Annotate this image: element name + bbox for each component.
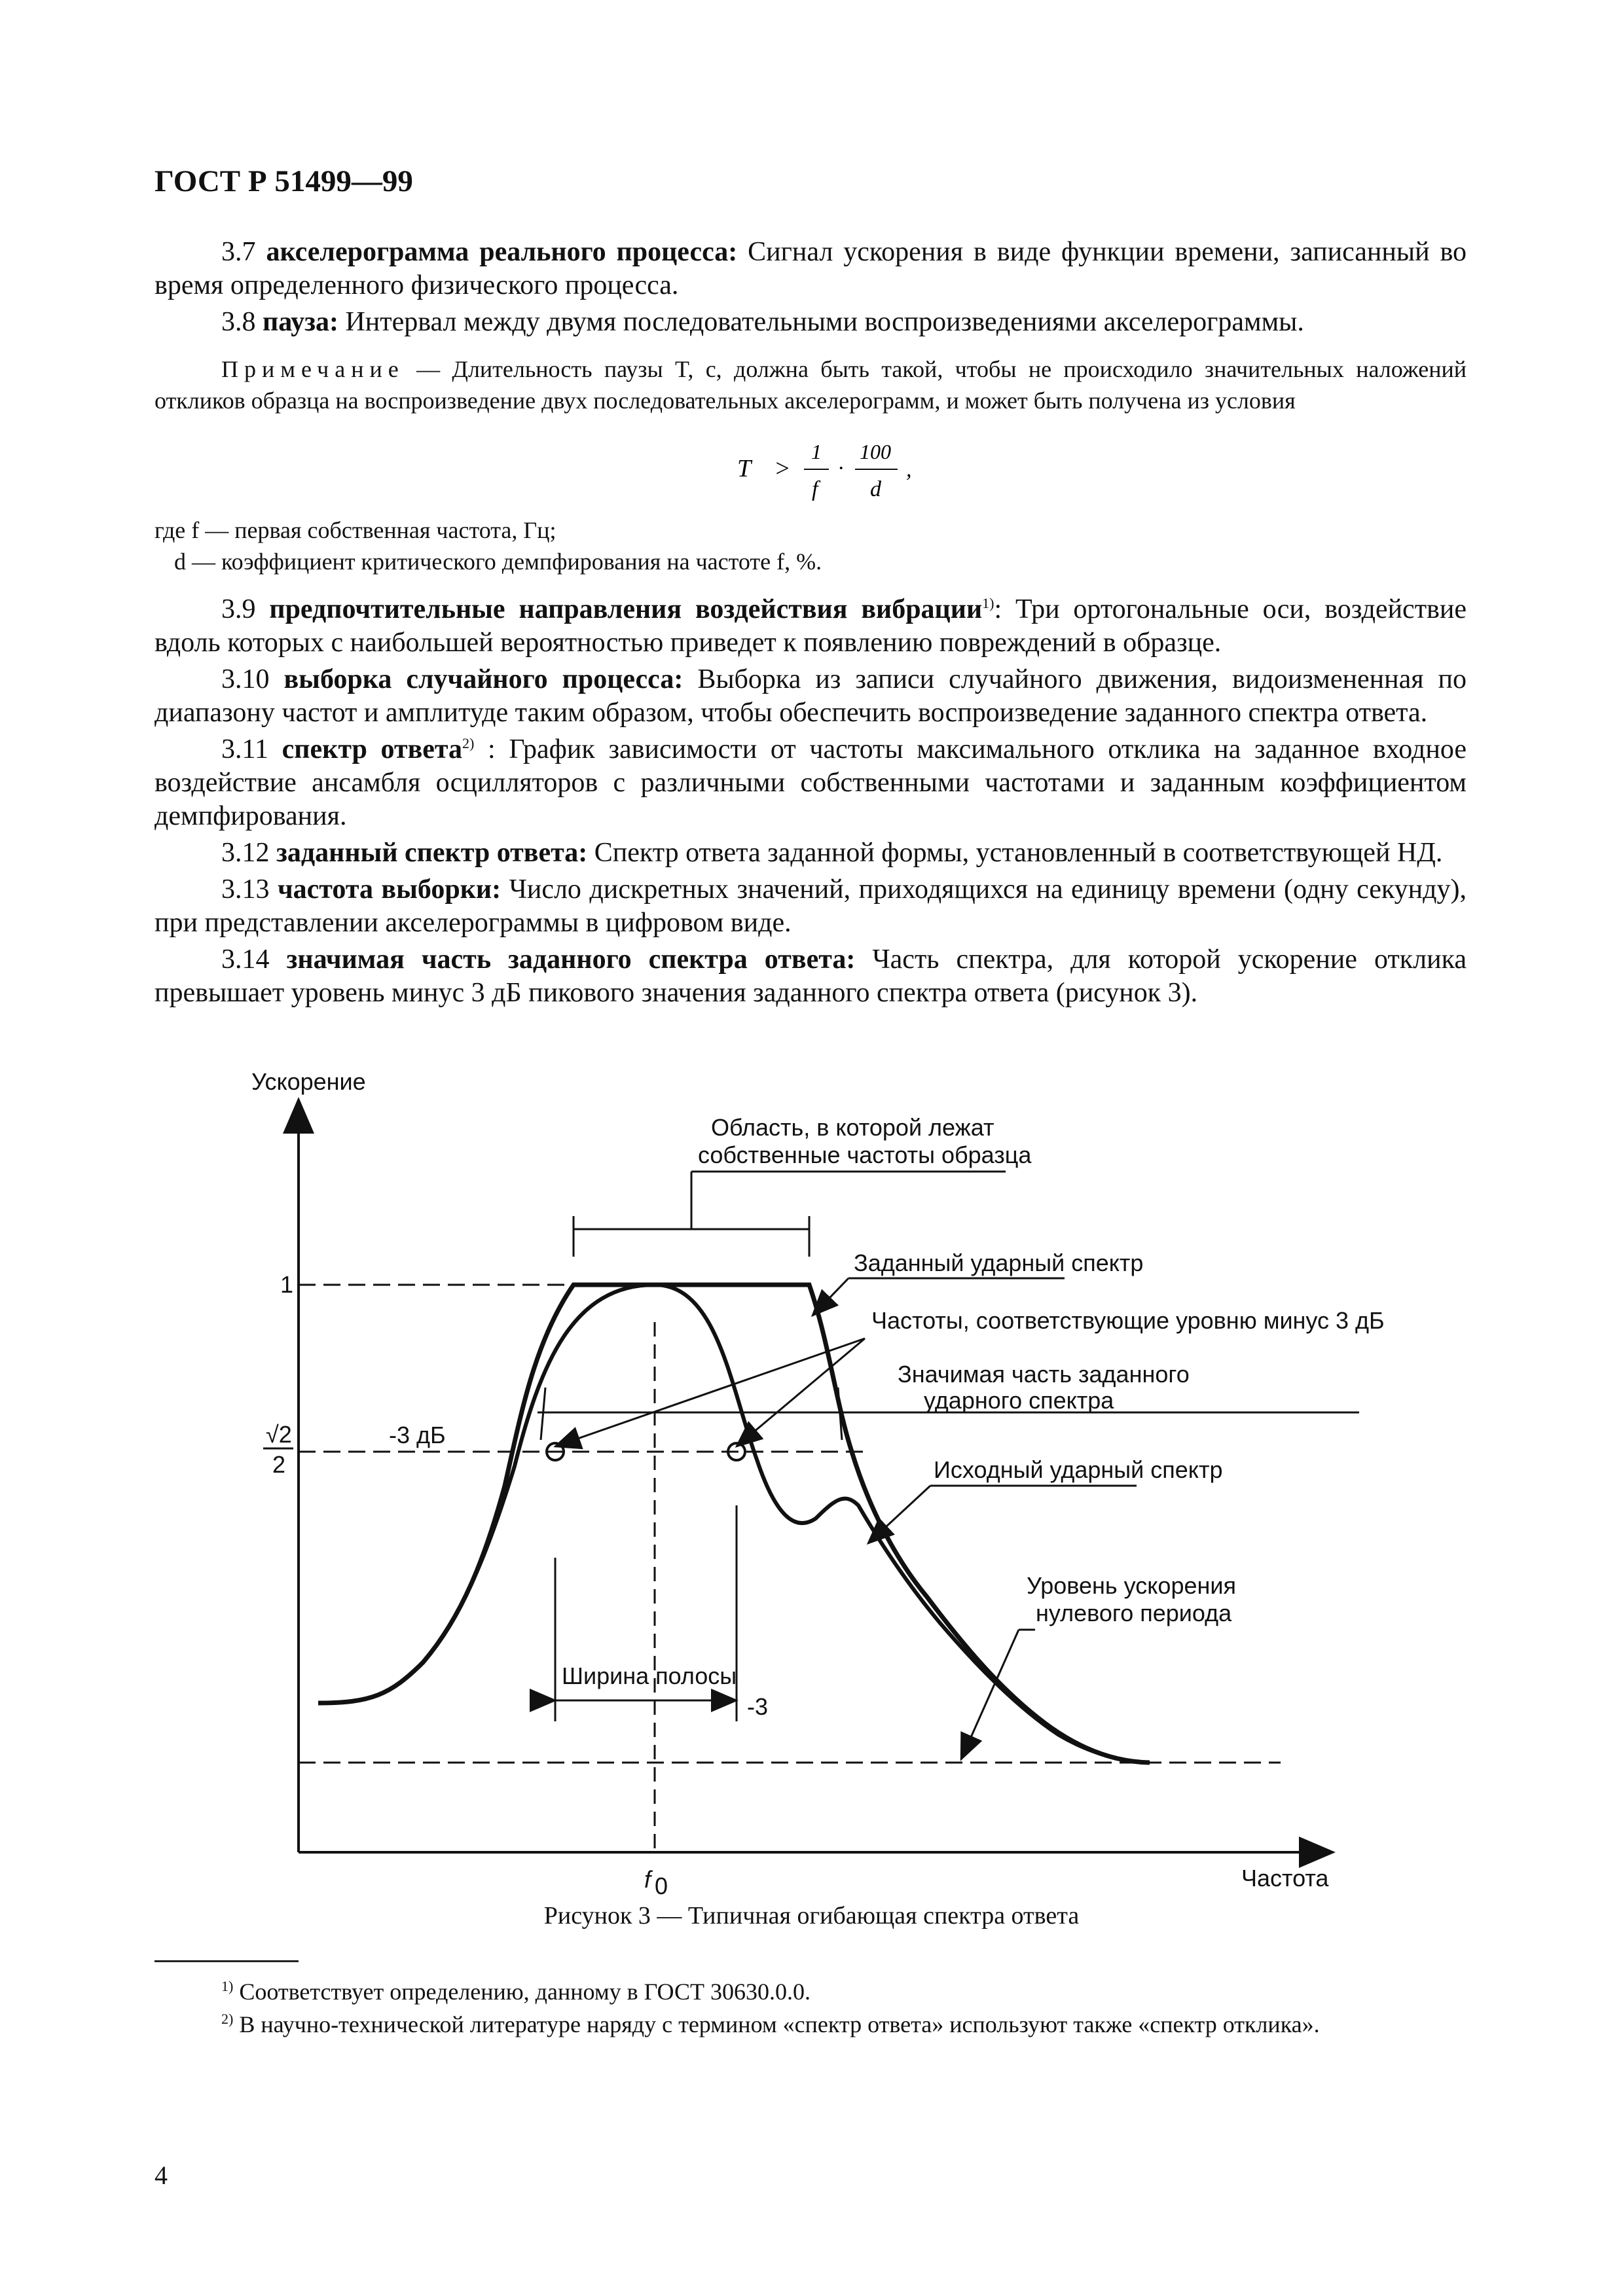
paragraph-3-13: 3.13 частота выборки: Число дискретных значений, приходящихся на единицу времени (одну секунду), при представлении акселерограммы в цифровом виде.	[155, 874, 1467, 938]
tick-one: 1	[280, 1271, 294, 1298]
paragraph-3-12: 3.12 заданный спектр ответа: Спектр ответа заданной формы, установленный в соответствующей НД.	[221, 838, 1443, 868]
paragraph-3-10: 3.10 выборка случайного процесса: Выборка из записи случайного движения, видоизмененная по диапазону частот и амплитуде таким образом, чтобы обеспечить воспроизведение заданного спектра ответа.	[155, 664, 1467, 728]
where-row-d: d — коэффициент критического демпфирования на частоте f, %.	[174, 548, 822, 575]
formula-n1: 1	[811, 440, 822, 463]
minus3db-label: -3 дБ	[389, 1422, 446, 1448]
area-label-line2: собственные частоты образца	[698, 1141, 1032, 1168]
note-text: — Длительность паузы T, с, должна быть такой, чтобы не происходило значительных наложений откликов образца на воспроизведение двух последовательных акселерограмм, и может быть получена из условия	[155, 356, 1467, 414]
freq-minus3db-label: Частоты, соответствующие уровню минус 3 дБ	[871, 1307, 1385, 1334]
f0-label: f	[644, 1866, 651, 1893]
specified-spectrum-label: Заданный ударный спектр	[854, 1249, 1144, 1276]
footnote-rule	[155, 1960, 299, 1962]
formula-op: >	[774, 455, 791, 482]
footnote-1: $^{1)}$ Соответствует определению, данному в ГОСТ 30630.0.0.	[221, 1978, 811, 2005]
y-axis-label: Ускорение	[251, 1068, 366, 1095]
tick-sqrt2-den: 2	[272, 1451, 286, 1478]
note-label: Примечание	[221, 356, 405, 382]
footnote-2: $^{2)}$ В научно-технической литературе наряду с термином «спектр ответа» используют также «спектр отклика».	[221, 2011, 1320, 2037]
formula	[155, 416, 1467, 514]
area-label-line1: Область, в которой лежат	[711, 1114, 994, 1141]
significant-label-line2: ударного спектра	[924, 1387, 1114, 1414]
figure-3	[155, 1060, 1467, 1899]
initial-spectrum-label: Исходный ударный спектр	[934, 1456, 1223, 1483]
paragraph-3-11: 3.11 спектр ответа$^{2)}$ : График зависимости от частоты максимального отклика на заданное входное воздействие ансамбля осцилляторов с различными собственными частотами и заданным коэффициентом демпфирования.	[155, 734, 1467, 831]
f0-subscript: 0	[655, 1873, 668, 1899]
page-number: 4	[155, 2161, 168, 2190]
formula-lhs: T	[737, 455, 752, 482]
formula-end: ,	[906, 457, 912, 482]
paragraph-3-9: 3.9 предпочтительные направления воздействия вибрации$^{1)}$: Три ортогональные оси, воздействие вдоль которых с наибольшей вероятностью приведет к появлению повреждений в образце.	[155, 594, 1467, 658]
figure-caption: Рисунок 3 — Типичная огибающая спектра ответа	[543, 1902, 1080, 1929]
formula-n2: 100	[860, 440, 891, 463]
paragraph-3-7: 3.7 акселерограмма реального процесса: Сигнал ускорения в виде функции времени, записанный во время определенного физического процесса.	[155, 237, 1467, 300]
bandwidth-suffix: -3	[747, 1693, 769, 1720]
specified-spectrum-curve	[318, 1285, 1150, 1763]
note	[155, 353, 1467, 416]
document-body	[155, 236, 1467, 1013]
significant-label-line1: Значимая часть заданного	[898, 1361, 1190, 1388]
zero-level-label-line1: Уровень ускорения	[1027, 1572, 1236, 1599]
initial-spectrum-curve	[318, 1285, 1150, 1763]
term: акселерограмма реального процесса:	[266, 237, 738, 267]
term: пауза:	[263, 307, 338, 337]
formula-d1: f	[812, 477, 818, 501]
paragraph-3-8: 3.8 пауза: Интервал между двумя последовательными воспроизведениями акселерограммы.	[221, 307, 1304, 337]
x-axis-label: Частота	[1241, 1865, 1329, 1892]
formula-graphic	[155, 416, 1467, 514]
paragraph-3-14: 3.14 значимая часть заданного спектра ответа: Часть спектра, для которой ускорение отклика превышает уровень минус 3 дБ пикового значения заданного спектра ответа (рисунок 3).	[155, 944, 1467, 1008]
zero-level-label-line2: нулевого периода	[1036, 1600, 1232, 1626]
document-header: ГОСТ Р 51499—99	[155, 164, 413, 198]
formula-dot: ·	[838, 456, 844, 480]
formula-d2: d	[870, 477, 881, 501]
where-block	[155, 514, 1467, 577]
bandwidth-label: Ширина полосы	[562, 1662, 737, 1689]
tick-sqrt2-num: √2	[266, 1421, 292, 1448]
footnotes	[155, 1977, 1467, 2042]
where-row-f: где f — первая собственная частота, Гц;	[155, 517, 556, 543]
